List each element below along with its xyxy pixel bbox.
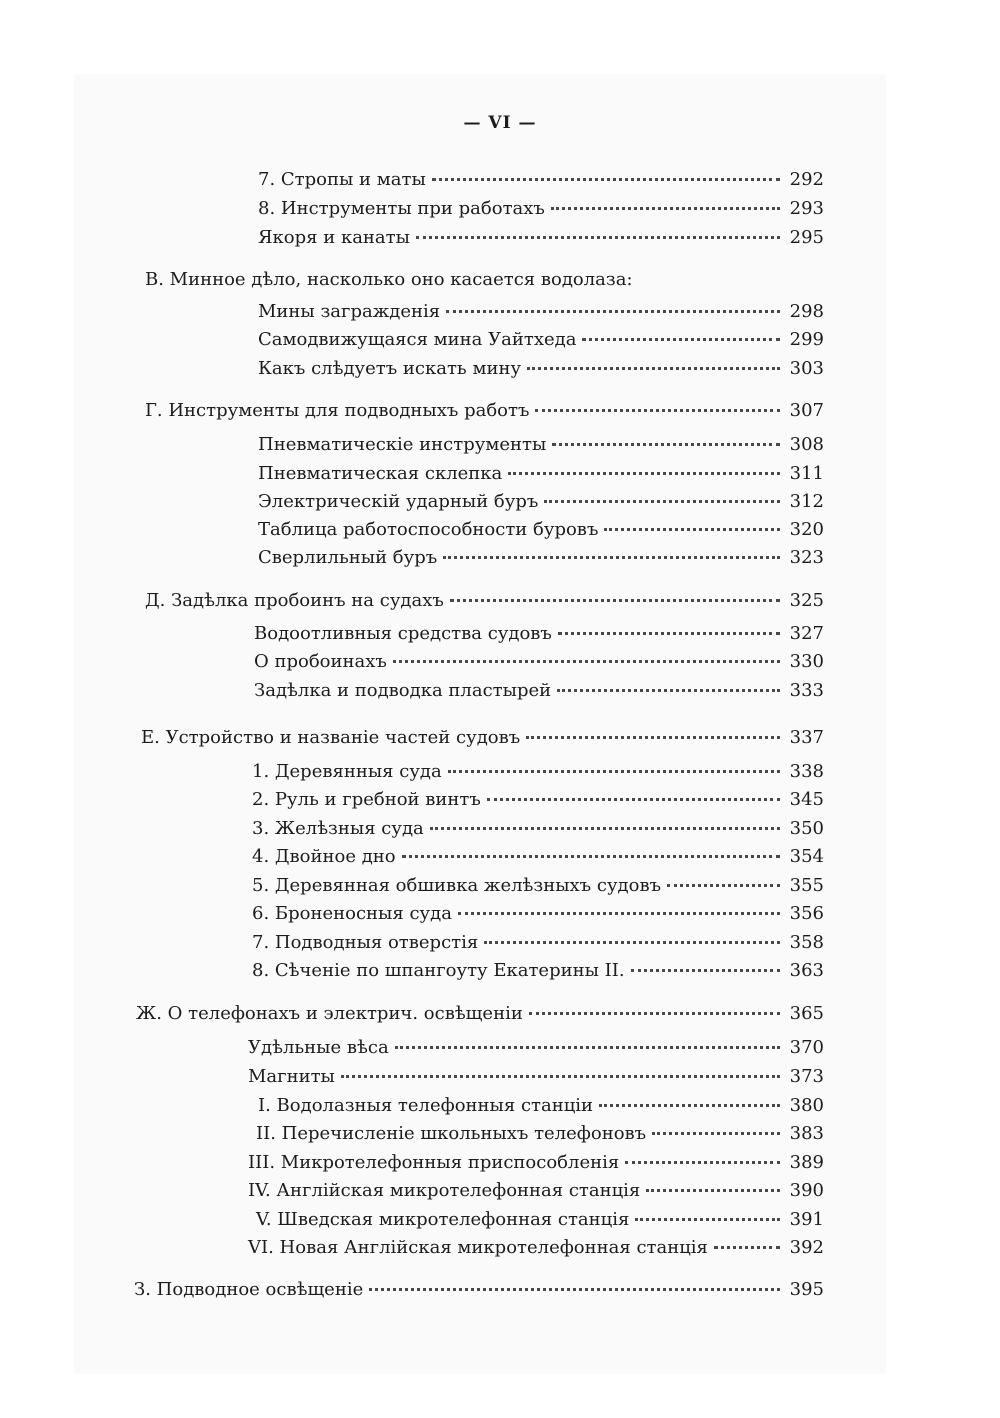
toc-entry	[252, 815, 824, 843]
toc-entry-title: I. Водолазныя телефонныя станціи	[258, 1095, 594, 1116]
toc-entry	[252, 900, 824, 928]
toc-entry	[256, 1206, 824, 1234]
toc-entry-page: 395	[789, 1279, 824, 1300]
toc-entry-title: Г. Инструменты для подводныхъ работъ	[145, 400, 530, 421]
toc-entry-page: 363	[789, 960, 824, 981]
toc-entry-title: 8. Инструменты при работахъ	[258, 198, 545, 219]
toc-entry	[252, 843, 824, 871]
toc-entry	[258, 460, 824, 488]
toc-entry	[258, 195, 824, 223]
dot-leader	[551, 207, 780, 210]
toc-entry	[258, 298, 824, 326]
toc-entry-page: 356	[789, 903, 824, 924]
dot-leader	[393, 660, 780, 663]
toc-entry-page: 295	[789, 227, 824, 248]
toc-entry	[248, 1177, 824, 1205]
dot-leader	[395, 1046, 780, 1049]
toc-entry-title: Задѣлка и подводка пластырей	[254, 680, 552, 701]
dot-leader	[508, 472, 780, 475]
page-header: — VI —	[463, 113, 537, 133]
dot-leader	[529, 1012, 780, 1015]
toc-entry-title: Мины загражденія	[258, 301, 441, 322]
dot-leader	[714, 1246, 780, 1249]
toc-entry-page: 333	[789, 680, 824, 701]
toc-entry	[256, 1120, 824, 1148]
toc-entry	[258, 516, 824, 544]
dot-leader	[631, 969, 780, 972]
toc-entry-title: Водоотливныя средства судовъ	[254, 623, 552, 644]
toc-entry-page: 358	[789, 932, 824, 953]
toc-entry-title: Самодвижущаяся мина Уайтхеда	[258, 329, 577, 350]
dot-leader	[416, 236, 780, 239]
toc-entry	[258, 224, 824, 252]
toc-entry	[252, 929, 824, 957]
toc-entry-page: 308	[789, 434, 824, 455]
dot-leader	[430, 827, 780, 830]
toc-section-heading	[134, 1276, 824, 1304]
toc-entry-title: VI. Новая Англійская микротелефонная станція	[248, 1237, 708, 1258]
toc-entry-title: Пневматическіе инструменты	[258, 434, 547, 455]
toc-entry-page: 350	[789, 818, 824, 839]
dot-leader	[535, 409, 780, 412]
toc-entry	[252, 872, 824, 900]
toc-entry-page: 391	[789, 1209, 824, 1230]
toc-entry-title: II. Перечисленіе школьныхъ телефоновъ	[256, 1123, 647, 1144]
toc-entry-page: 383	[789, 1123, 824, 1144]
toc-entry-title: Якоря и канаты	[258, 227, 410, 248]
toc-entry	[248, 1149, 824, 1177]
toc-entry-page: 325	[789, 590, 824, 611]
toc-entry-title: V. Шведская микротелефонная станція	[256, 1209, 630, 1230]
dot-leader	[625, 1161, 780, 1164]
dot-leader	[544, 500, 780, 503]
toc-section-heading	[145, 266, 824, 294]
toc-entry-title: Д. Задѣлка пробоинъ на судахъ	[145, 590, 444, 611]
dot-leader	[635, 1218, 780, 1221]
dot-leader	[557, 689, 780, 692]
dot-leader	[558, 632, 780, 635]
toc-entry	[258, 166, 824, 194]
toc-entry-title: Е. Устройство и названіе частей судовъ	[141, 727, 521, 748]
toc-entry-title: Электрическій ударный буръ	[258, 491, 539, 512]
toc-entry-page: 338	[789, 761, 824, 782]
toc-entry-page: 298	[789, 301, 824, 322]
toc-entry	[252, 786, 824, 814]
toc-entry-title: Ж. О телефонахъ и электрич. освѣщеніи	[136, 1003, 523, 1024]
toc-entry	[254, 677, 824, 705]
toc-entry-title: Удѣльные вѣса	[248, 1037, 389, 1058]
toc-entry	[258, 355, 824, 383]
toc-entry	[248, 1234, 824, 1262]
toc-entry-title: Сверлильный буръ	[258, 547, 438, 568]
toc-entry	[258, 488, 824, 516]
dot-leader	[446, 310, 780, 313]
dot-leader	[667, 884, 780, 887]
toc-entry	[254, 620, 824, 648]
toc-entry	[258, 1092, 824, 1120]
toc-entry-page: 390	[789, 1180, 824, 1201]
dot-leader	[402, 855, 780, 858]
toc-entry-page: 354	[789, 846, 824, 867]
dot-leader	[432, 178, 780, 181]
toc-entry-title: Таблица работоспособности буровъ	[258, 519, 599, 540]
toc-entry-page: 293	[789, 198, 824, 219]
toc-entry-title: 5. Деревянная обшивка желѣзныхъ судовъ	[252, 875, 662, 896]
toc-section-heading	[136, 1000, 824, 1028]
toc-entry-title: З. Подводное освѣщеніе	[134, 1279, 364, 1300]
toc-entry-title: О пробоинахъ	[254, 651, 387, 672]
toc-entry-page: 373	[789, 1066, 824, 1087]
toc-entry-page: 355	[789, 875, 824, 896]
toc-entry-page: 370	[789, 1037, 824, 1058]
toc-entry-page: 389	[789, 1152, 824, 1173]
dot-leader	[526, 736, 780, 739]
toc-entry-page: 327	[789, 623, 824, 644]
toc-entry-page: 323	[789, 547, 824, 568]
toc-entry-page: 330	[789, 651, 824, 672]
toc-entry	[252, 758, 824, 786]
dot-leader	[487, 798, 780, 801]
toc-section-heading	[145, 587, 824, 615]
dot-leader	[484, 941, 780, 944]
dot-leader	[599, 1104, 780, 1107]
toc-entry-page: 365	[789, 1003, 824, 1024]
toc-entry-title: 1. Деревянныя суда	[252, 761, 442, 782]
dot-leader	[646, 1189, 780, 1192]
toc-entry-title: Магниты	[248, 1066, 335, 1087]
dot-leader	[652, 1132, 780, 1135]
toc-entry-page: 292	[789, 169, 824, 190]
dot-leader	[450, 599, 780, 602]
toc-entry	[248, 1034, 824, 1062]
toc-entry-page: 307	[789, 400, 824, 421]
toc-entry-title: 8. Сѣченіе по шпангоуту Екатерины II.	[252, 960, 625, 981]
toc-entry	[252, 957, 824, 985]
toc-entry-page: 311	[789, 463, 824, 484]
toc-entry-title: 7. Стропы и маты	[258, 169, 426, 190]
dot-leader	[341, 1075, 780, 1078]
dot-leader	[527, 367, 780, 370]
dot-leader	[448, 770, 780, 773]
toc-entry-page: 303	[789, 358, 824, 379]
toc-entry	[258, 431, 824, 459]
dot-leader	[582, 338, 780, 341]
toc-entry-page: 345	[789, 789, 824, 810]
toc-entry	[248, 1063, 824, 1091]
toc-entry	[254, 648, 824, 676]
toc-entry-title: 3. Желѣзныя суда	[252, 818, 424, 839]
toc-entry-page: 320	[789, 519, 824, 540]
toc-section-heading	[141, 724, 824, 752]
dot-leader	[369, 1288, 780, 1291]
toc-entry-title: 6. Броненосныя суда	[252, 903, 452, 924]
toc-entry	[258, 326, 824, 354]
toc-entry-page: 392	[789, 1237, 824, 1258]
toc-entry-page: 337	[789, 727, 824, 748]
dot-leader	[458, 912, 780, 915]
toc-entry-title: Какъ слѣдуетъ искать мину	[258, 358, 522, 379]
toc-entry-page: 380	[789, 1095, 824, 1116]
toc-entry-page: 312	[789, 491, 824, 512]
toc-entry-title: В. Минное дѣло, насколько оно касается водолаза:	[145, 269, 633, 290]
toc-entry-title: IV. Англійская микротелефонная станція	[248, 1180, 641, 1201]
dot-leader	[552, 443, 780, 446]
toc-entry-title: 2. Руль и гребной винтъ	[252, 789, 481, 810]
toc-entry-title: 7. Подводныя отверстія	[252, 932, 479, 953]
toc-entry-title: III. Микротелефонныя приспособленія	[248, 1152, 620, 1173]
dot-leader	[604, 528, 780, 531]
toc-entry-page: 299	[789, 329, 824, 350]
toc-entry-title: 4. Двойное дно	[252, 846, 396, 867]
toc-entry-title: Пневматическая склепка	[258, 463, 503, 484]
toc-section-heading	[145, 397, 824, 425]
toc-entry	[258, 544, 824, 572]
dot-leader	[443, 556, 780, 559]
